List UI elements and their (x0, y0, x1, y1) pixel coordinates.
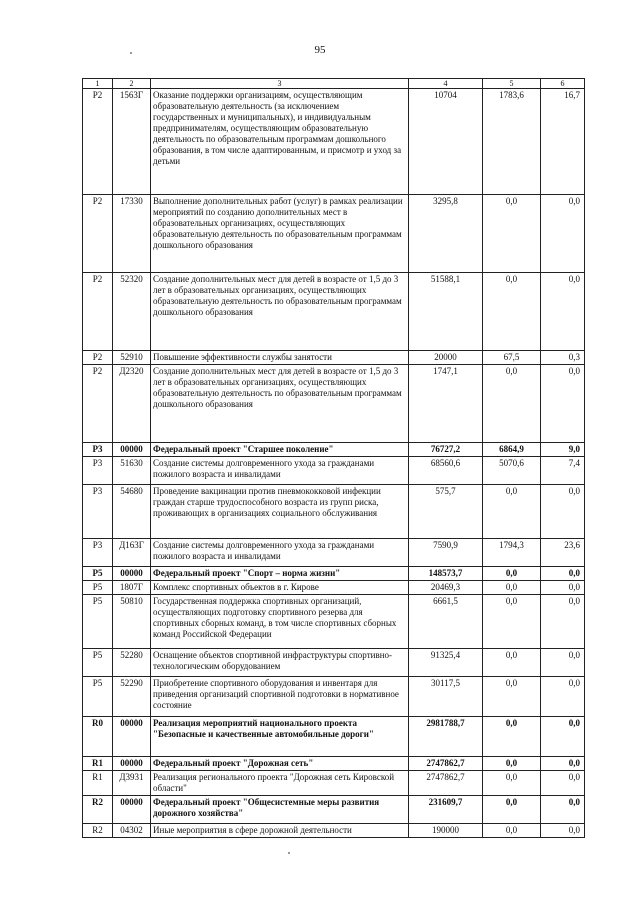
percent-cell: 0,0 (541, 595, 585, 649)
percent-cell: 23,6 (541, 539, 585, 567)
subprogram-code-cell: 00000 (113, 567, 151, 581)
amount-cell: 68560,6 (409, 457, 483, 485)
amount-cell: 2747862,7 (409, 757, 483, 771)
item-name-cell: Создание дополнительных мест для детей в возрасте от 1,5 до 3 лет в образовательных организациях, осуществляющих образовательную деятельность по образовательным программам дошкольного образования (151, 365, 409, 443)
budget-code-cell: Р3 (83, 485, 113, 539)
page-number: 95 (314, 44, 326, 56)
subprogram-code-cell: 00000 (113, 796, 151, 824)
percent-cell: 0,0 (541, 771, 585, 796)
header-row (83, 79, 585, 89)
subprogram-code-cell: 1807Г (113, 581, 151, 595)
budget-code-cell: R2 (83, 824, 113, 838)
item-name-cell: Реализация мероприятий национального проекта "Безопасные и качественные автомобильные дороги" (151, 717, 409, 757)
table-row (83, 581, 585, 595)
header-cell: 2 (113, 79, 151, 89)
item-name-cell: Проведение вакцинации против пневмококковой инфекции граждан старше трудоспособного возраста из групп риска, проживающих в организациях социального обслуживания (151, 485, 409, 539)
subprogram-code-cell: 52290 (113, 677, 151, 717)
percent-cell: 0,0 (541, 567, 585, 581)
subprogram-code-cell: 50810 (113, 595, 151, 649)
percent-cell: 0,0 (541, 273, 585, 351)
subprogram-code-cell: 52910 (113, 351, 151, 365)
header-cell: 6 (541, 79, 585, 89)
budget-code-cell: Р2 (83, 273, 113, 351)
table-row (83, 539, 585, 567)
percent-cell: 0,0 (541, 649, 585, 677)
amount-cell: 51588,1 (409, 273, 483, 351)
item-name-cell: Федеральный проект "Дорожная сеть" (151, 757, 409, 771)
amount-cell: 91325,4 (409, 649, 483, 677)
amount-cell: 575,7 (409, 485, 483, 539)
table-row (83, 457, 585, 485)
budget-code-cell: Р5 (83, 649, 113, 677)
percent-cell: 0,3 (541, 351, 585, 365)
budget-code-cell: Р5 (83, 567, 113, 581)
budget-code-cell: Р5 (83, 581, 113, 595)
budget-code-cell: Р2 (83, 89, 113, 195)
header-cell: 4 (409, 79, 483, 89)
percent-cell: 0,0 (541, 796, 585, 824)
item-name-cell: Государственная поддержка спортивных организаций, осуществляющих подготовку спортивного резерва для спортивных сборных команд, в том числе спортивных сборных команд Российской Федерации (151, 595, 409, 649)
executed-cell: 0,0 (483, 824, 541, 838)
table-row (83, 351, 585, 365)
percent-cell: 0,0 (541, 824, 585, 838)
budget-code-cell: R1 (83, 771, 113, 796)
budget-code-cell: Р3 (83, 443, 113, 457)
amount-cell: 7590,9 (409, 539, 483, 567)
amount-cell: 20000 (409, 351, 483, 365)
item-name-cell: Комплекс спортивных объектов в г. Кирове (151, 581, 409, 595)
percent-cell: 0,0 (541, 757, 585, 771)
header-cell: 3 (151, 79, 409, 89)
scan-speck (288, 852, 290, 854)
amount-cell: 10704 (409, 89, 483, 195)
item-name-cell: Федеральный проект "Спорт – норма жизни" (151, 567, 409, 581)
item-name-cell: Создание системы долговременного ухода за гражданами пожилого возраста и инвалидами (151, 539, 409, 567)
item-name-cell: Оказание поддержки организациям, осуществляющим образовательную деятельность (за исключением государственных и муниципальных), и индивидуальным предпринимателям, осуществляющим образовательную деятельность по образовательным программам дошкольного образования, в том числе адаптированным, и присмотр и уход за детьми (151, 89, 409, 195)
budget-code-cell: R1 (83, 757, 113, 771)
table-row (83, 796, 585, 824)
subprogram-code-cell: Д3931 (113, 771, 151, 796)
percent-cell: 0,0 (541, 195, 585, 273)
amount-cell: 20469,3 (409, 581, 483, 595)
executed-cell: 67,5 (483, 351, 541, 365)
executed-cell: 5070,6 (483, 457, 541, 485)
header-cell: 5 (483, 79, 541, 89)
executed-cell: 0,0 (483, 717, 541, 757)
executed-cell: 0,0 (483, 581, 541, 595)
subprogram-code-cell: 52280 (113, 649, 151, 677)
amount-cell: 231609,7 (409, 796, 483, 824)
executed-cell: 0,0 (483, 365, 541, 443)
budget-code-cell: Р5 (83, 595, 113, 649)
executed-cell: 1794,3 (483, 539, 541, 567)
budget-code-cell: Р5 (83, 677, 113, 717)
item-name-cell: Федеральный проект "Старшее поколение" (151, 443, 409, 457)
table-row (83, 771, 585, 796)
percent-cell: 9,0 (541, 443, 585, 457)
subprogram-code-cell: Д2320 (113, 365, 151, 443)
item-name-cell: Оснащение объектов спортивной инфраструктуры спортивно-технологическим оборудованием (151, 649, 409, 677)
subprogram-code-cell: 51630 (113, 457, 151, 485)
item-name-cell: Реализация регионального проекта "Дорожная сеть Кировской области" (151, 771, 409, 796)
item-name-cell: Выполнение дополнительных работ (услуг) в рамках реализации мероприятий по созданию дополнительных мест в образовательных организациях, осуществляющих образовательную деятельность по образовательным программам дошкольного образования (151, 195, 409, 273)
percent-cell: 0,0 (541, 677, 585, 717)
executed-cell: 6864,9 (483, 443, 541, 457)
item-name-cell: Создание дополнительных мест для детей в возрасте от 1,5 до 3 лет в образовательных организациях, осуществляющих образовательную деятельность по образовательным программам дошкольного образования (151, 273, 409, 351)
item-name-cell: Создание системы долговременного ухода за гражданами пожилого возраста и инвалидами (151, 457, 409, 485)
subprogram-code-cell: 1563Г (113, 89, 151, 195)
item-name-cell: Федеральный проект "Общесистемные меры развития дорожного хозяйства" (151, 796, 409, 824)
amount-cell: 1747,1 (409, 365, 483, 443)
percent-cell: 0,0 (541, 485, 585, 539)
table-row (83, 677, 585, 717)
table-row (83, 443, 585, 457)
amount-cell: 76727,2 (409, 443, 483, 457)
budget-code-cell: Р3 (83, 457, 113, 485)
table-row (83, 649, 585, 677)
header-cell: 1 (83, 79, 113, 89)
amount-cell: 30117,5 (409, 677, 483, 717)
budget-code-cell: Р2 (83, 195, 113, 273)
amount-cell: 148573,7 (409, 567, 483, 581)
budget-code-cell: Р2 (83, 351, 113, 365)
executed-cell: 0,0 (483, 771, 541, 796)
table-row (83, 365, 585, 443)
executed-cell: 0,0 (483, 567, 541, 581)
table-row (83, 824, 585, 838)
subprogram-code-cell: 54680 (113, 485, 151, 539)
table-row (83, 195, 585, 273)
percent-cell: 7,4 (541, 457, 585, 485)
executed-cell: 0,0 (483, 485, 541, 539)
percent-cell: 0,0 (541, 365, 585, 443)
table-row (83, 757, 585, 771)
executed-cell: 0,0 (483, 677, 541, 717)
amount-cell: 2981788,7 (409, 717, 483, 757)
table-row (83, 595, 585, 649)
amount-cell: 2747862,7 (409, 771, 483, 796)
budget-code-cell: Р2 (83, 365, 113, 443)
executed-cell: 0,0 (483, 649, 541, 677)
item-name-cell: Иные мероприятия в сфере дорожной деятельности (151, 824, 409, 838)
amount-cell: 190000 (409, 824, 483, 838)
table-row (83, 567, 585, 581)
executed-cell: 1783,6 (483, 89, 541, 195)
table-row (83, 273, 585, 351)
executed-cell: 0,0 (483, 595, 541, 649)
table-row (83, 717, 585, 757)
budget-code-cell: Р3 (83, 539, 113, 567)
table-row (83, 89, 585, 195)
table-row (83, 485, 585, 539)
item-name-cell: Повышение эффективности службы занятости (151, 351, 409, 365)
percent-cell: 0,0 (541, 581, 585, 595)
executed-cell: 0,0 (483, 796, 541, 824)
scan-speck (130, 52, 132, 54)
budget-table (82, 78, 585, 838)
subprogram-code-cell: 00000 (113, 443, 151, 457)
subprogram-code-cell: Д163Г (113, 539, 151, 567)
percent-cell: 16,7 (541, 89, 585, 195)
amount-cell: 3295,8 (409, 195, 483, 273)
subprogram-code-cell: 04302 (113, 824, 151, 838)
subprogram-code-cell: 00000 (113, 757, 151, 771)
budget-code-cell: R2 (83, 796, 113, 824)
amount-cell: 6661,5 (409, 595, 483, 649)
executed-cell: 0,0 (483, 757, 541, 771)
subprogram-code-cell: 17330 (113, 195, 151, 273)
budget-code-cell: R0 (83, 717, 113, 757)
subprogram-code-cell: 52320 (113, 273, 151, 351)
executed-cell: 0,0 (483, 195, 541, 273)
item-name-cell: Приобретение спортивного оборудования и инвентаря для приведения организаций спортивной подготовки в нормативное состояние (151, 677, 409, 717)
percent-cell: 0,0 (541, 717, 585, 757)
executed-cell: 0,0 (483, 273, 541, 351)
subprogram-code-cell: 00000 (113, 717, 151, 757)
